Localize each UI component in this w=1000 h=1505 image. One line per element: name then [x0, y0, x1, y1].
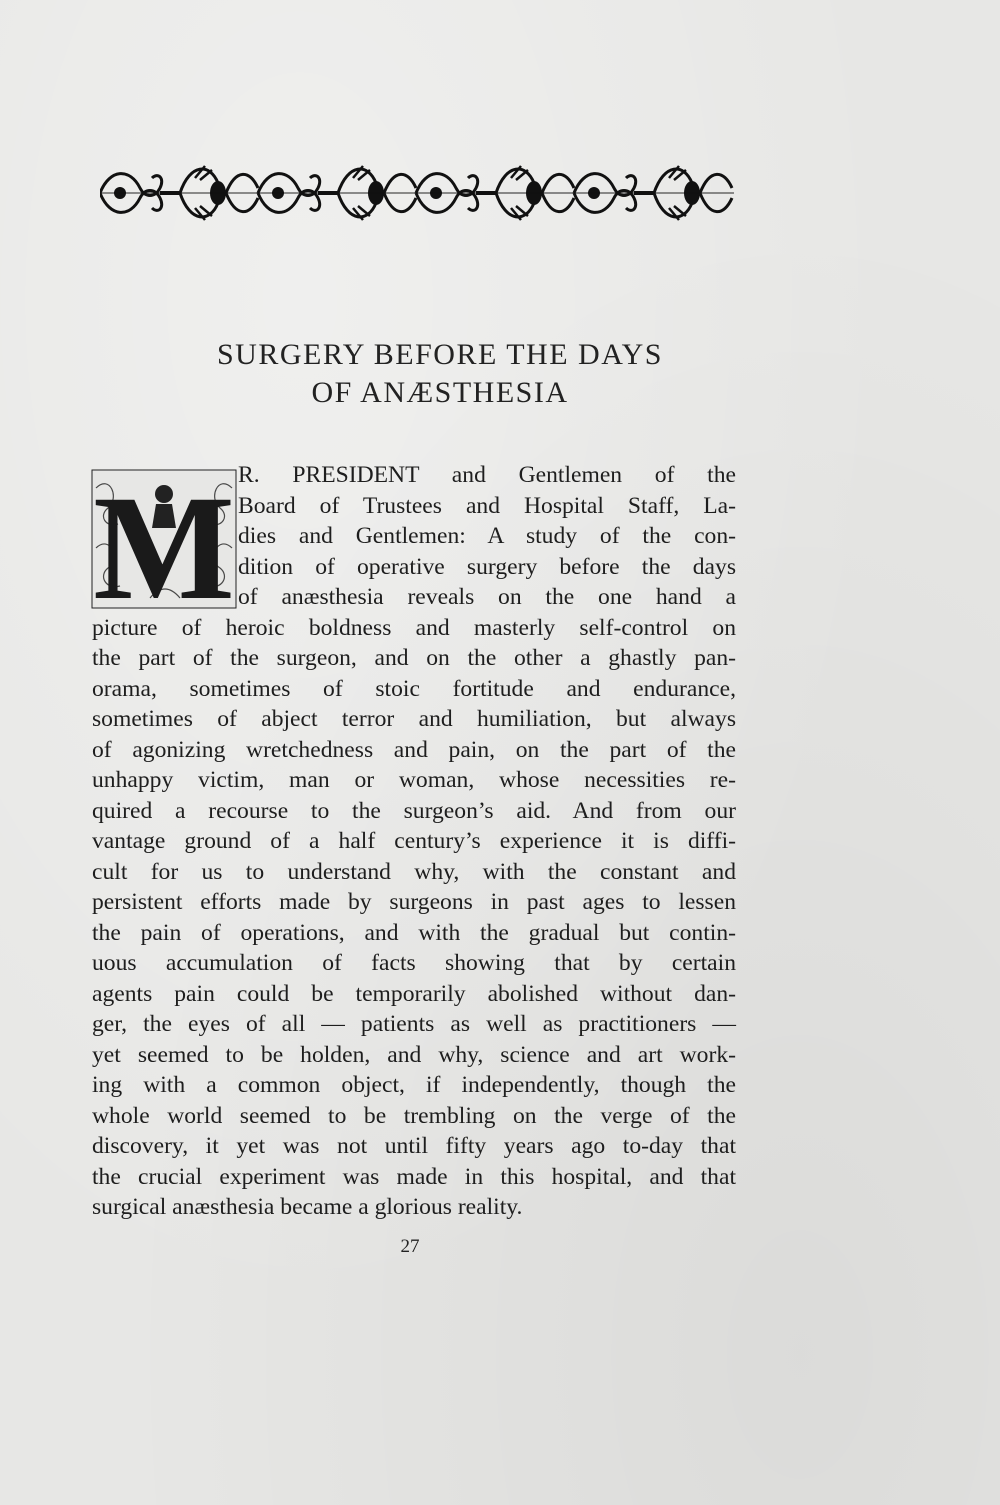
text-line: ing with a common object, if independently, though the: [92, 1072, 736, 1098]
text-line: yet seemed to be holden, and why, science and art work-: [92, 1041, 736, 1068]
text-line: unhappy victim, man or woman, whose necessities re-: [92, 767, 736, 793]
text-line: Board of Trustees and Hospital Staff, La-: [238, 492, 736, 519]
text-line: quired a recourse to the surgeon’s aid. And from our: [92, 797, 736, 824]
text-line: sometimes of abject terror and humiliation, but always: [92, 706, 736, 732]
text-line: uous accumulation of facts showing that by certain: [92, 950, 736, 976]
text-line: whole world seemed to be trembling on the verge of the: [92, 1102, 736, 1129]
text-line: of anæsthesia reveals on the one hand a: [238, 584, 736, 610]
text-line: dition of operative surgery before the days: [238, 553, 736, 580]
text-line: surgical anæsthesia became a glorious reality.: [92, 1194, 523, 1220]
text-line: vantage ground of a half century’s experience it is diffi-: [92, 828, 736, 854]
page-number: 27: [400, 1236, 420, 1257]
chapter-title: [100, 336, 780, 412]
text-line: picture of heroic boldness and masterly self-control on: [92, 614, 736, 641]
text-line: the part of the surgeon, and on the other a ghastly pan-: [92, 645, 736, 671]
text-line: agents pain could be temporarily abolished without dan-: [92, 980, 736, 1007]
text-line: ger, the eyes of all — patients as well as practitioners —: [92, 1011, 736, 1037]
text-line: discovery, it yet was not until fifty years ago to-day that: [92, 1133, 736, 1159]
text-line: orama, sometimes of stoic fortitude and endurance,: [92, 675, 736, 702]
text-line: the crucial experiment was made in this hospital, and that: [92, 1163, 736, 1190]
chapter-title-line-2: OF ANÆSTHESIA: [311, 376, 569, 409]
text-line: persistent efforts made by surgeons in past ages to lessen: [92, 889, 736, 915]
text-line: of agonizing wretchedness and pain, on the part of the: [92, 736, 736, 763]
text-line: dies and Gentlemen: A study of the con-: [238, 523, 736, 549]
text-line: cult for us to understand why, with the constant and: [92, 858, 736, 885]
body-paragraph: [92, 460, 736, 1223]
floral-scroll-ornament-icon: [100, 158, 734, 228]
text-line: R. PRESIDENT and Gentlemen of the: [238, 462, 736, 488]
chapter-title-line-1: SURGERY BEFORE THE DAYS: [217, 338, 663, 371]
dropcap-letter: M: [93, 468, 235, 610]
text-line: the pain of operations, and with the gradual but contin-: [92, 919, 736, 946]
